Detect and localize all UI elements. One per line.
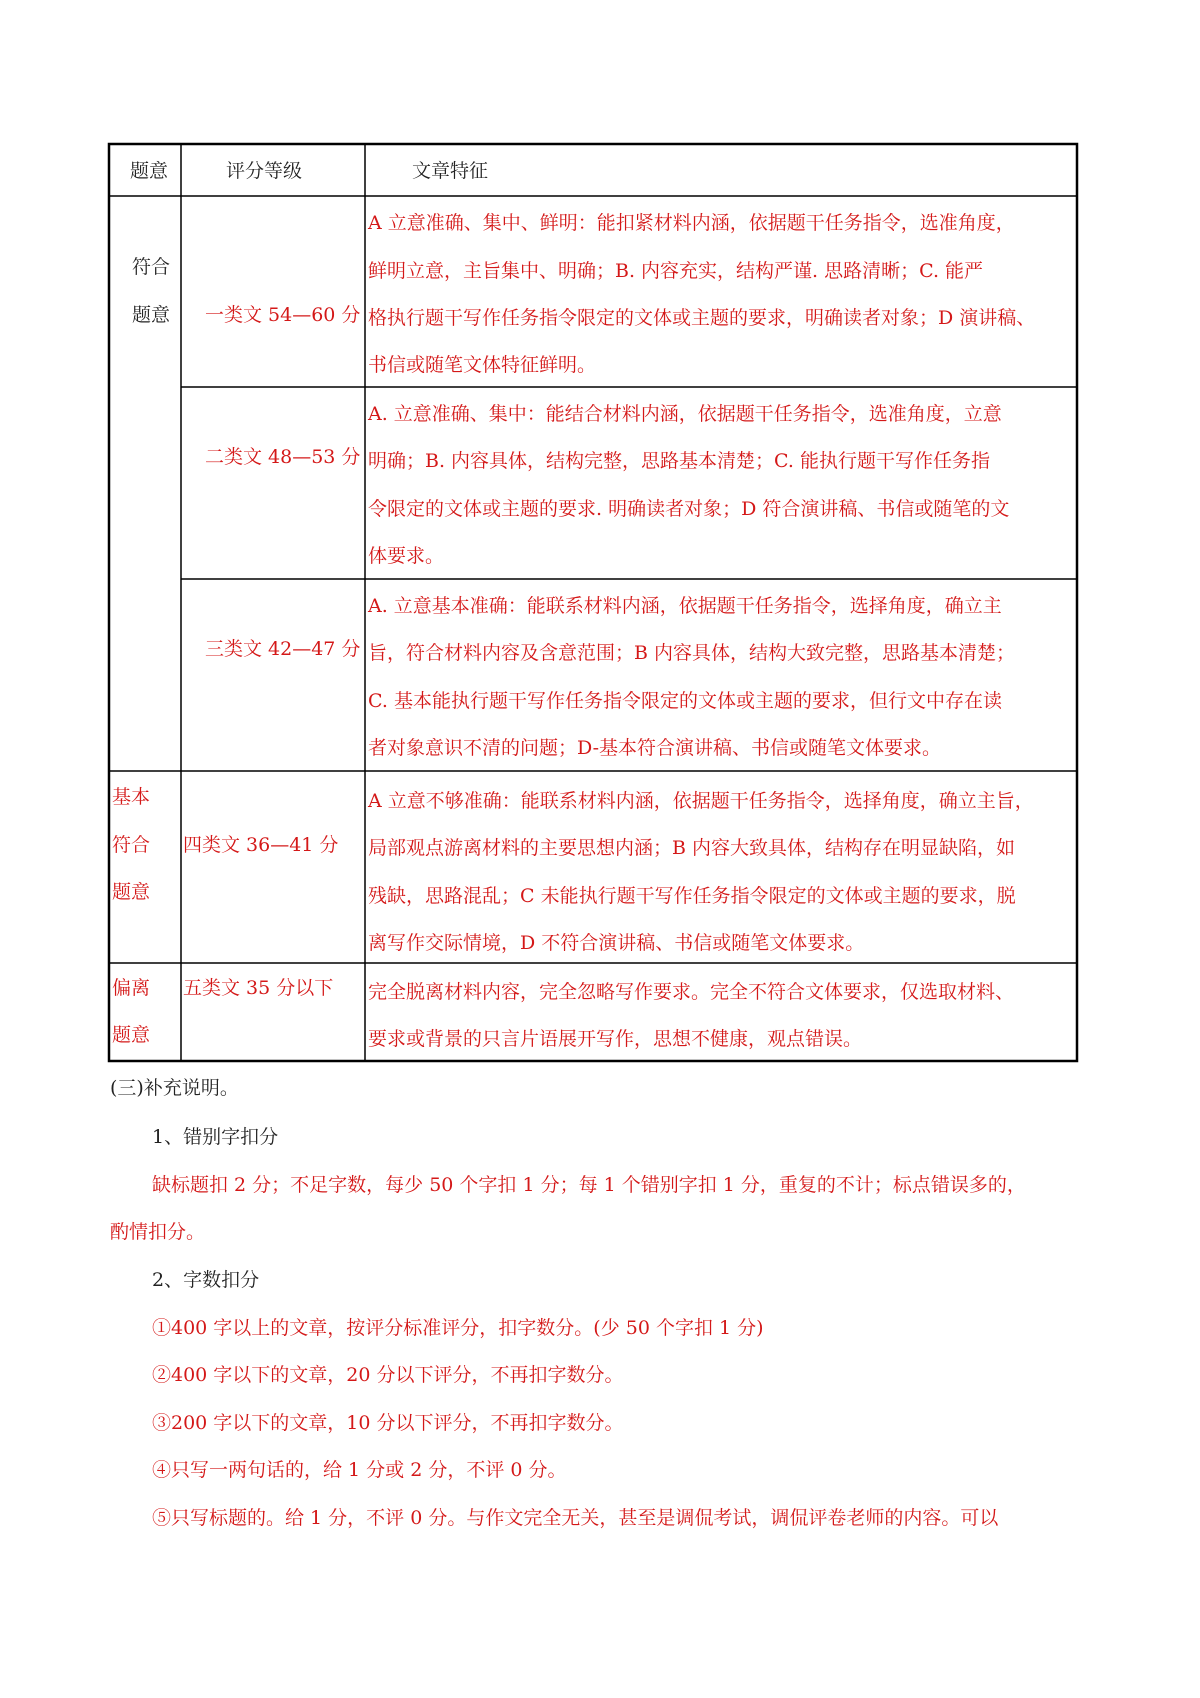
header-grade: 评分等级 [226,160,303,182]
row2-line4: 体要求。 [368,545,445,567]
supplement-item-1: ①400 字以上的文章，按评分标准评分，扣字数分。(少 50 个字扣 1 分) [152,1317,764,1339]
row2-line1: A. 立意准确、集中：能结合材料内涵，依据题干任务指令，选准角度，立意 [368,403,1002,425]
meaning-off-1: 偏离 [112,977,151,999]
header-meaning: 题意 [130,160,169,182]
row1-line1: A 立意准确、集中、鲜明：能扣紧材料内涵，依据题干任务指令，选准角度， [368,212,1015,234]
row1-line3: 格执行题干写作任务指令限定的文体或主题的要求，明确读者对象；D 演讲稿、 [368,307,1036,329]
row2-line3: 令限定的文体或主题的要求. 明确读者对象；D 符合演讲稿、书信或随笔的文 [368,498,1010,520]
row4-line3: 残缺，思路混乱；C 未能执行题干写作任务指令限定的文体或主题的要求，脱 [368,885,1016,907]
row2-line2: 明确；B. 内容具体，结构完整，思路基本清楚；C. 能执行题干写作任务指 [368,450,990,472]
grade-4: 四类文 36—41 分 [183,834,339,856]
supplement-item-4: ④只写一两句话的，给 1 分或 2 分，不评 0 分。 [152,1459,567,1481]
meaning-basic-3: 题意 [112,881,151,903]
row1-line4: 书信或随笔文体特征鲜明。 [368,354,597,376]
grade-1: 一类文 54—60 分 [205,304,361,326]
supplement-sub2: 2、字数扣分 [152,1269,260,1291]
meaning-off-2: 题意 [112,1024,151,1046]
grade-2: 二类文 48—53 分 [205,446,361,468]
supplement-item-5: ⑤只写标题的。给 1 分，不评 0 分。与作文完全无关，甚至是调侃考试，调侃评卷老师的内容。可以 [152,1507,999,1529]
row3-line2: 旨，符合材料内容及含意范围；B 内容具体，结构大致完整，思路基本清楚； [368,642,1016,664]
row5-line1: 完全脱离材料内容，完全忽略写作要求。完全不符合文体要求，仅选取材料、 [368,981,1015,1003]
supplement-p1-line1: 缺标题扣 2 分；不足字数，每少 50 个字扣 1 分；每 1 个错别字扣 1 分，重复的不计；标点错误多的， [152,1174,1026,1196]
supplement-heading: (三)补充说明。 [110,1077,239,1099]
grade-3: 三类文 42—47 分 [205,638,361,660]
row4-line1: A 立意不够准确：能联系材料内涵，依据题干任务指令，选择角度，确立主旨， [368,790,1034,812]
row5-line2: 要求或背景的只言片语展开写作，思想不健康，观点错误。 [368,1028,863,1050]
meaning-basic-2: 符合 [112,834,151,856]
row4-line2: 局部观点游离材料的主要思想内涵；B 内容大致具体，结构存在明显缺陷，如 [368,837,1016,859]
row3-line3: C. 基本能执行题干写作任务指令限定的文体或主题的要求，但行文中存在读 [368,690,1002,712]
meaning-basic-1: 基本 [112,786,151,808]
row1-line2: 鲜明立意，主旨集中、明确；B. 内容充实，结构严谨. 思路清晰；C. 能严 [368,260,984,282]
meaning-match-1: 符合 [132,256,171,278]
supplement-item-2: ②400 字以下的文章，20 分以下评分，不再扣字数分。 [152,1364,624,1386]
row4-line4: 离写作交际情境，D 不符合演讲稿、书信或随笔文体要求。 [368,932,865,954]
supplement-p1-line2: 酌情扣分。 [110,1221,206,1243]
supplement-sub1: 1、错别字扣分 [152,1126,279,1148]
row3-line1: A. 立意基本准确：能联系材料内涵，依据题干任务指令，选择角度，确立主 [368,595,1002,617]
grade-5: 五类文 35 分以下 [183,977,334,999]
row3-line4: 者对象意识不清的问题；D-基本符合演讲稿、书信或随笔文体要求。 [368,737,942,759]
meaning-match-2: 题意 [132,304,171,326]
header-features: 文章特征 [412,160,489,182]
supplement-item-3: ③200 字以下的文章，10 分以下评分，不再扣字数分。 [152,1412,624,1434]
